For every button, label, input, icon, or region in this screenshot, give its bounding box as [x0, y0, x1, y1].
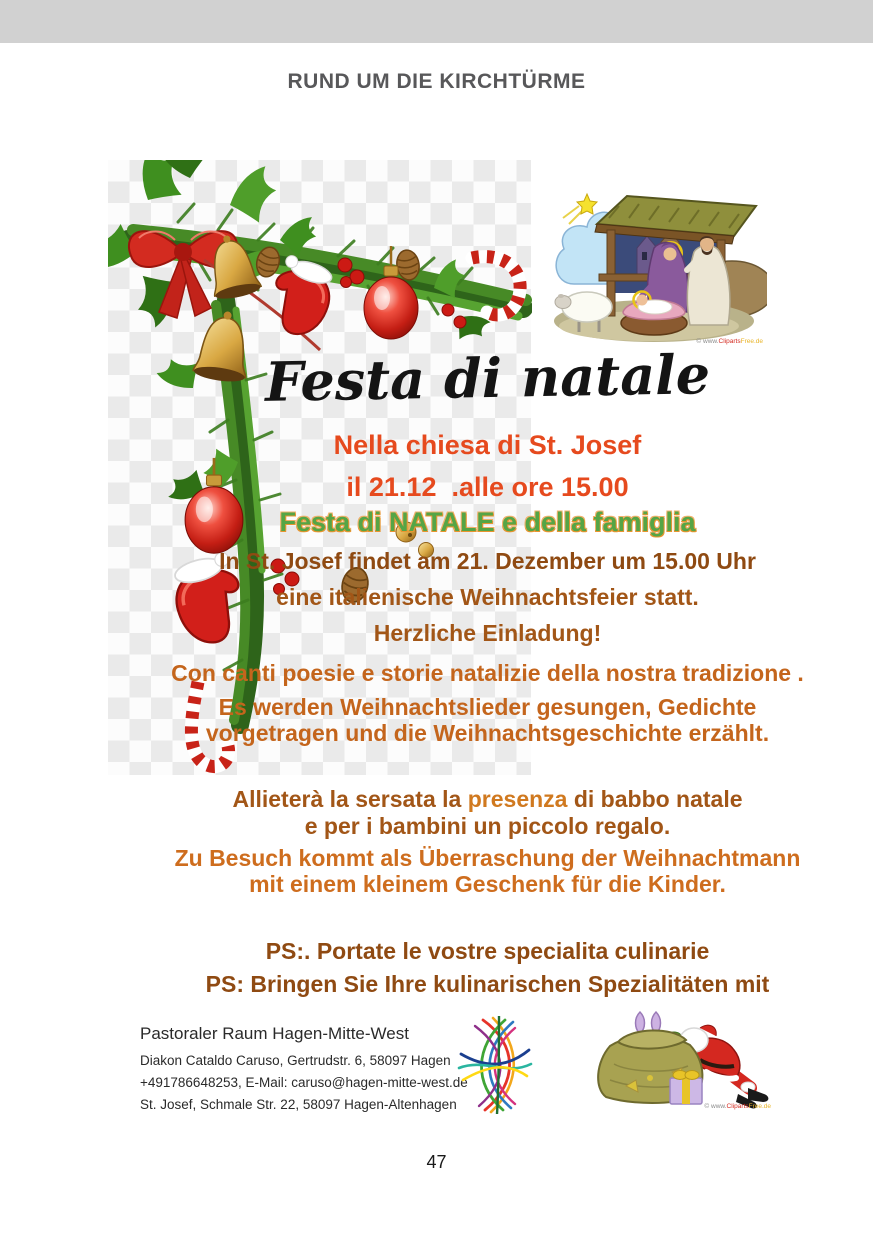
page-number: 47	[426, 1152, 447, 1172]
santa-sack-image	[588, 1008, 773, 1110]
line-german-2: eine italienische Weihnachtsfeier statt.	[276, 584, 699, 610]
page-title: RUND UM DIE KIRCHTÜRME	[287, 70, 586, 93]
line-german-1: In St. Josef findet am 21. Dezember um 15.00 Uhr	[219, 548, 756, 574]
svg-text:© www.ClipartsFree.de	[704, 1102, 771, 1110]
line-italian-2	[109, 787, 866, 812]
line-italian-2-highlight: presenza	[467, 786, 568, 812]
line-german-3: Es werden Weihnachtslieder gesungen, Gedichte	[218, 694, 757, 720]
nativity-scene-image	[549, 186, 767, 346]
watermark-brand: Cliparts	[726, 1103, 749, 1110]
watermark-suffix: Free.de	[748, 1103, 771, 1110]
line-date-time: il 21.12 .alle ore 15.00	[346, 472, 629, 502]
line-italian-3: e per i bambini un piccolo regalo.	[304, 813, 671, 839]
pastoraler-raum-logo	[455, 1016, 535, 1114]
line-italian-2-prefix: Allieterà la sersata la	[232, 786, 468, 812]
watermark-suffix: Free.de	[740, 338, 763, 345]
line-italian-2-suffix: di babbo natale	[567, 786, 743, 812]
contact-organization: Pastoraler Raum Hagen-Mitte-West	[140, 1024, 409, 1043]
flyer-script-title: Festa di natale	[264, 342, 711, 414]
contact-church-address-line: St. Josef, Schmale Str. 22, 58097 Hagen-Altenhagen	[140, 1097, 457, 1112]
line-german-6: mit einem kleinem Geschenk für die Kinder.	[249, 871, 726, 897]
top-gray-bar	[0, 0, 873, 43]
watermark-prefix: © www.	[696, 338, 719, 345]
line-ps-italian: PS:. Portate le vostre specialita culinarie	[265, 938, 710, 964]
line-invitation: Herzliche Einladung!	[373, 620, 602, 646]
line-ps-german: PS: Bringen Sie Ihre kulinarischen Spezialitäten mit	[205, 971, 770, 997]
contact-address-line: Diakon Cataldo Caruso, Gertrudstr. 6, 58097 Hagen	[140, 1053, 451, 1068]
watermark-brand: Cliparts	[718, 338, 741, 345]
line-festa-famiglia: Festa di NATALE e della famiglia	[279, 507, 696, 537]
watermark-prefix: © www.	[704, 1103, 727, 1110]
line-chiesa: Nella chiesa di St. Josef	[333, 430, 642, 460]
line-german-5: Zu Besuch kommt als Überraschung der Weihnachtmann	[174, 845, 801, 871]
line-german-4: vorgetragen und die Weihnachtsgeschichte erzählt.	[205, 720, 770, 746]
line-italian-1: Con canti poesie e storie natalizie della nostra tradizione .	[171, 660, 804, 686]
contact-phone-email-line: +491786648253, E-Mail: caruso@hagen-mitte-west.de	[140, 1075, 468, 1090]
